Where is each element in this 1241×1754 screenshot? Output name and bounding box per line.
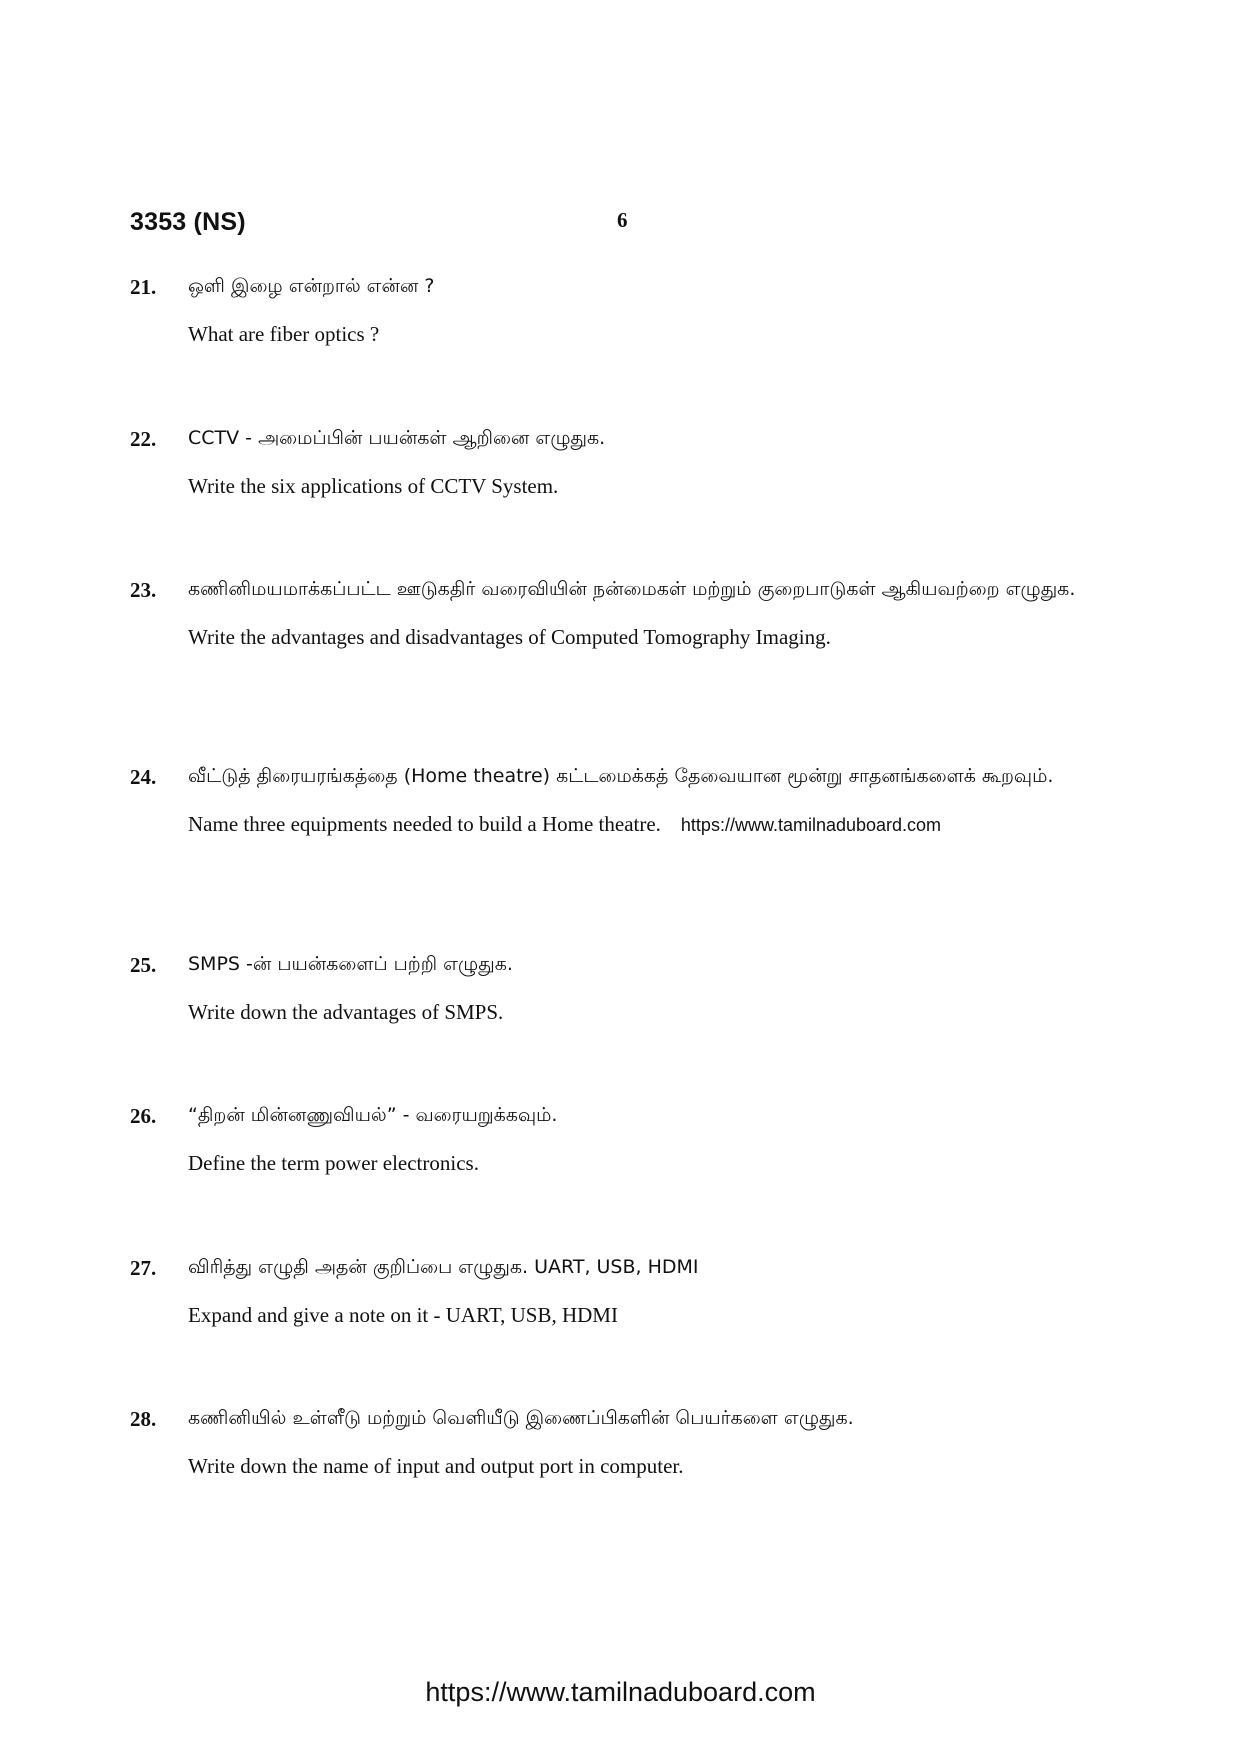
question-tamil-text: கணினியில் உள்ளீடு மற்றும் வெளியீடு இணைப்பிகளின் பெயர்களை எழுதுக. — [188, 1407, 854, 1429]
question-number: 27. — [130, 1256, 157, 1280]
question-number: 21. — [130, 275, 157, 299]
question-english-text: Write the advantages and disadvantages of Computed Tomography Imaging. — [188, 625, 831, 649]
question-body — [188, 1104, 1128, 1178]
question-body — [188, 1256, 1128, 1330]
question-tamil-text: ஒளி இழை என்றால் என்ன ? — [188, 275, 435, 297]
question-english-line — [188, 809, 1128, 840]
question-tamil-text: “திறன் மின்னணுவியல்” - வரையறுக்கவும். — [188, 1104, 558, 1126]
footer-url: https://www.tamilnaduboard.com — [425, 1677, 816, 1707]
question-tamil-text: வீட்டுத் திரையரங்கத்தை (Home theatre) கட்டமைக்கத் தேவையான மூன்று சாதனங்களைக் கூறவும். — [188, 765, 1054, 787]
question-tamil-text: SMPS -ன் பயன்களைப் பற்றி எழுதுக. — [188, 953, 513, 975]
page-number: 6 — [617, 208, 628, 232]
question-body — [188, 427, 1128, 501]
question-body — [188, 578, 1128, 652]
watermark-url: https://www.tamilnaduboard.com — [680, 815, 942, 835]
question-english-text: What are fiber optics ? — [188, 322, 380, 346]
question-body — [188, 1407, 1128, 1481]
question-english-text: Write down the advantages of SMPS. — [188, 1000, 504, 1024]
question-number: 25. — [130, 953, 157, 977]
question-body — [188, 953, 1128, 1027]
question-tamil-text: விரித்து எழுதி அதன் குறிப்பை எழுதுக. UART, USB, HDMI — [188, 1256, 699, 1278]
paper-code: 3353 (NS) — [130, 208, 246, 236]
question-number: 24. — [130, 765, 157, 789]
question-number: 26. — [130, 1104, 157, 1128]
question-number: 22. — [130, 427, 157, 451]
question-english-text: Name three equipments needed to build a Home theatre. — [188, 812, 661, 836]
question-number: 28. — [130, 1407, 157, 1431]
question-body — [188, 765, 1128, 840]
question-number: 23. — [130, 578, 157, 602]
question-body — [188, 275, 1128, 349]
question-english-text: Write down the name of input and output port in computer. — [188, 1454, 684, 1478]
question-english-text: Define the term power electronics. — [188, 1151, 479, 1175]
question-english-text: Expand and give a note on it - UART, USB, HDMI — [188, 1303, 618, 1327]
question-tamil-text: CCTV - அமைப்பின் பயன்கள் ஆறினை எழுதுக. — [188, 427, 606, 449]
question-english-text: Write the six applications of CCTV System. — [188, 474, 559, 498]
question-tamil-text: கணினிமயமாக்கப்பட்ட ஊடுகதிர் வரைவியின் நன்மைகள் மற்றும் குறைபாடுகள் ஆகியவற்றை எழுதுக. — [188, 578, 1076, 600]
